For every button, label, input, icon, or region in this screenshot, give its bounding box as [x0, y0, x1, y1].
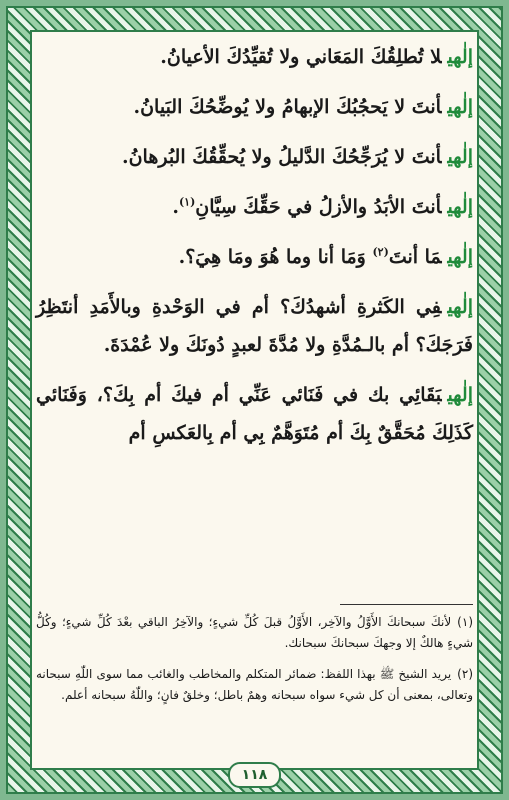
- paragraph: [36, 138, 473, 176]
- paragraph: [36, 38, 473, 76]
- paragraph: [36, 188, 473, 226]
- paragraph-text: أنتَ لا يَحجُبُكَ الإبهامُ ولا يُوضِّحُكَ البَيانُ.: [133, 96, 442, 118]
- paragraph-text-end: وَمَا أنا وما هُوَ ومَا هِيَ؟.: [178, 246, 373, 268]
- footnote-number: (١): [457, 615, 473, 629]
- paragraph: [36, 376, 473, 452]
- footnotes: [36, 612, 473, 716]
- page-number: ١١٨: [228, 762, 282, 788]
- lead-word: إلٰهي: [447, 46, 473, 68]
- main-text: [36, 38, 473, 464]
- footnote-text: لأنكَ سبحانكَ الأَوَّلُ والآخِر، الأَوَّلُ قبلَ كُلِّ شيءٍ؛ والآخِرُ الباقي بعْدَ كُلِّ شيءٍ؛ وكُلُّ شيءٍ هالكٌ إلا وجهكَ سبحانكَ سبحانك.: [36, 615, 473, 650]
- lead-word: إلٰهي: [447, 246, 473, 268]
- footnote: [36, 612, 473, 654]
- paragraph: [36, 288, 473, 364]
- paragraph: [36, 88, 473, 126]
- lead-word: إلٰهي: [447, 146, 473, 168]
- paragraph-text: أنتَ الأبَدُ والأزلُ في حَقِّكَ سِيَّانِ: [195, 196, 442, 218]
- lead-word: إلٰهي: [447, 196, 473, 218]
- lead-word: إلٰهي: [447, 96, 473, 118]
- paragraph-text: أنتَ لا يُرَجِّحُكَ الدَّليلُ ولا يُحقِّقُكَ البُرهانُ.: [121, 146, 442, 168]
- paragraph: [36, 238, 473, 276]
- footnote-ref[interactable]: (١): [178, 195, 196, 209]
- footnote-ref[interactable]: (٢): [372, 245, 389, 259]
- page-number-area: [0, 762, 509, 788]
- paragraph-text: مَا أنتَ: [388, 246, 442, 268]
- lead-word: إلٰهي: [447, 384, 473, 406]
- paragraph-text: بَقَائِي بك في فَنَائي عَنِّي أم فيكَ أم بِكَ؟، وَفَنَائي كَذَلِكَ مُحَقَّقٌ بِكَ أم مُتَوَهَّمٌ بِي أم بِالعَكسِ أم: [36, 384, 473, 444]
- footnote-text: يريد الشيخ ﷺ بهذا اللفظ: ضمائر المتكلم والمخاطب والغائب مما سوى اللّٰهِ سبحانه وتعالى، بمعنى أن كل شيء سواه سبحانه وهمٌ باطل؛ وخلقٌ فانٍ؛ واللّٰهُ سبحانه أعلم.: [36, 667, 473, 702]
- footnote-number: (٢): [457, 667, 473, 681]
- footnote-separator: [340, 604, 473, 605]
- paragraph-text: فِي الكَثرةِ أشهدُكَ؟ أم في الوَحْدةِ وبالأَمَدِ أنتَظِرُ فَرَجَكَ؟ أم بالـمُدَّةِ ولا مُدَّةَ لعبدٍ دُونَكَ ولا عُمْدَةَ.: [36, 296, 473, 356]
- paragraph-text: لا تُطلِقُكَ المَعَاني ولا تُقيِّدُكَ الأعيانُ.: [160, 46, 442, 68]
- footnote: [36, 664, 473, 706]
- paragraph-text-end: .: [172, 196, 179, 218]
- lead-word: إلٰهي: [447, 296, 473, 318]
